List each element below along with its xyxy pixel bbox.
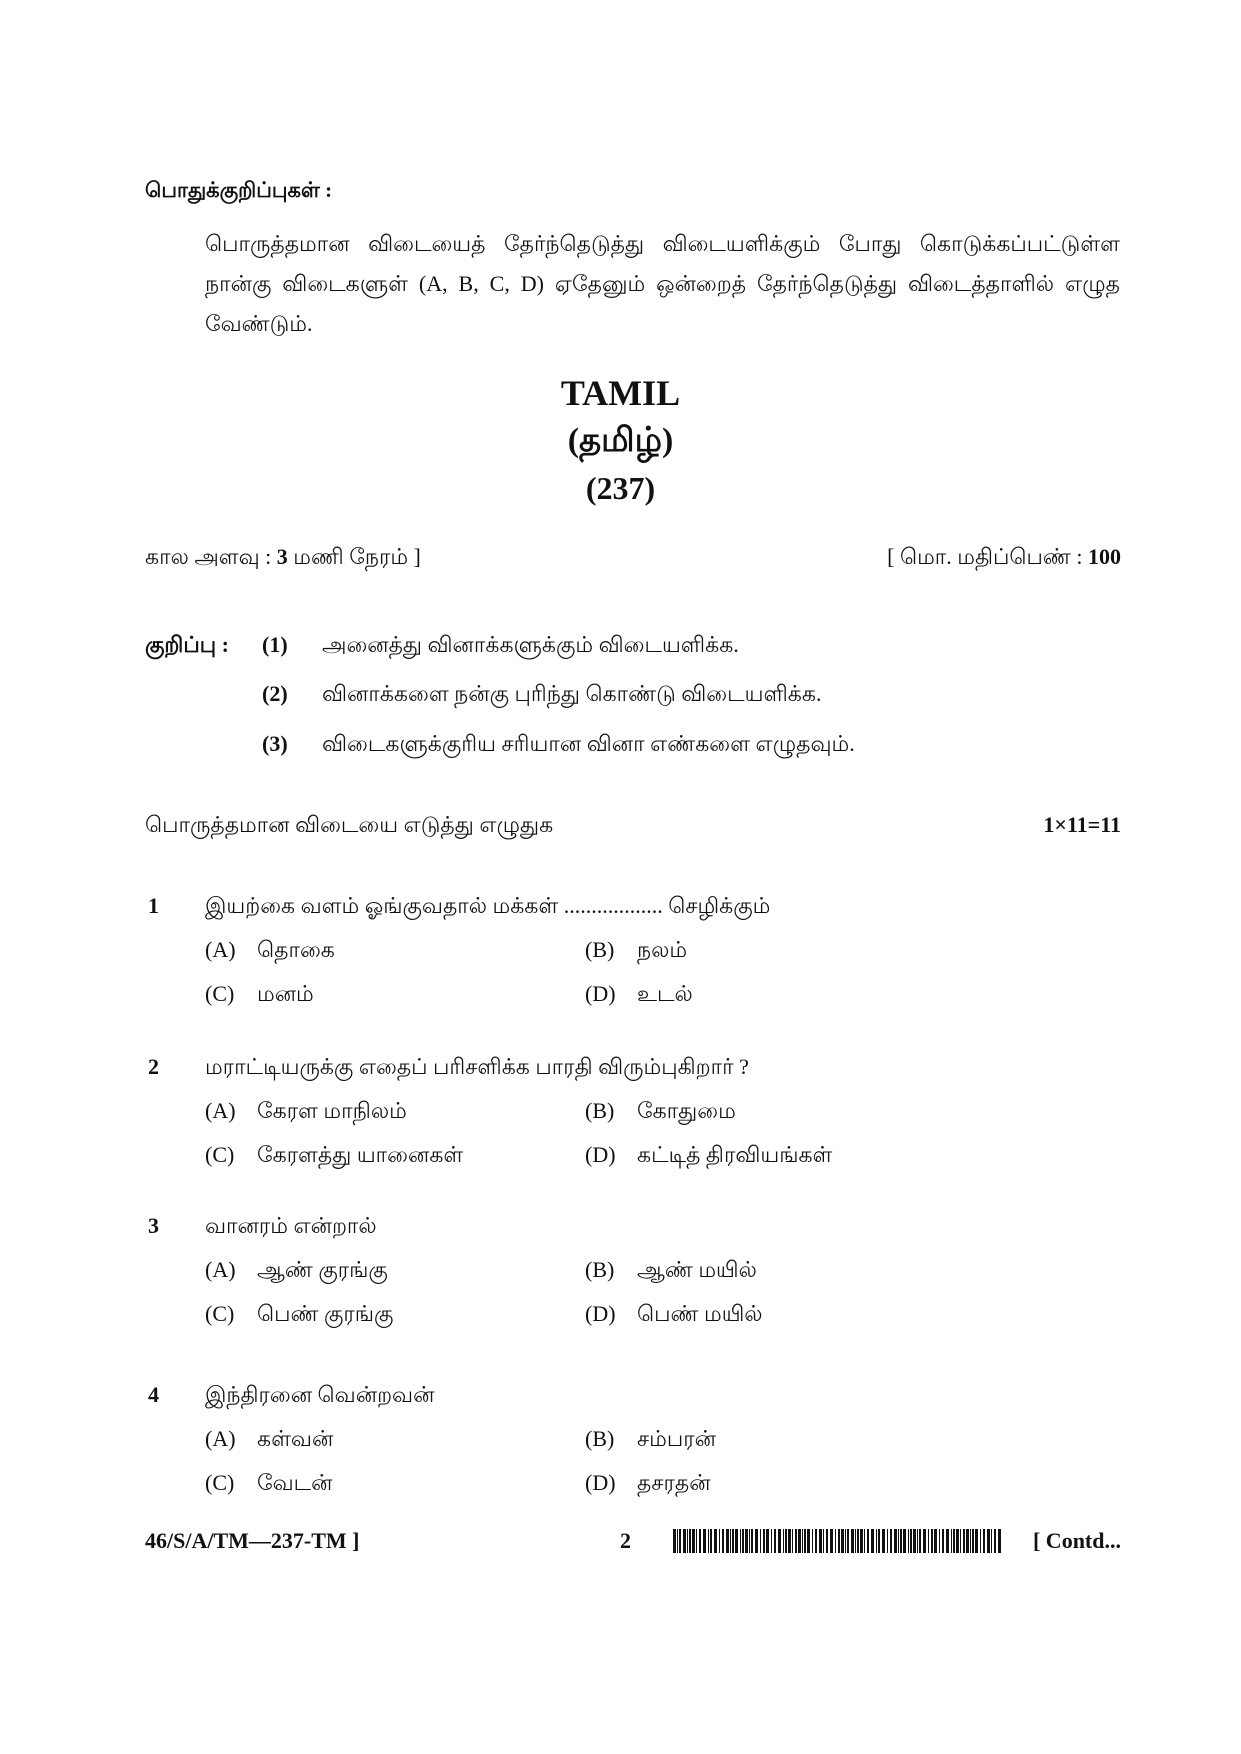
barcode-stripe	[838, 1529, 840, 1553]
barcode-stripe	[783, 1529, 784, 1553]
option-d	[585, 1301, 763, 1330]
barcode-stripe	[928, 1529, 929, 1553]
option-a	[205, 1257, 388, 1286]
barcode-stripe	[703, 1529, 706, 1553]
barcode-stripe	[812, 1529, 813, 1553]
barcode-stripe	[841, 1529, 844, 1553]
barcode-stripe	[798, 1529, 801, 1553]
barcode-stripe	[673, 1529, 676, 1553]
option-label: (A)	[205, 1098, 236, 1123]
barcode-stripe	[815, 1529, 817, 1553]
section-instruction: பொருத்தமான விடையை எடுத்து எழுதுக	[145, 812, 554, 837]
barcode-stripe	[745, 1529, 748, 1553]
barcode-stripe	[987, 1529, 990, 1553]
time-value: 3	[276, 544, 288, 569]
barcode-stripe	[953, 1529, 955, 1553]
option-text: கோதுமை	[637, 1098, 736, 1123]
barcode-stripe	[763, 1529, 765, 1553]
time-label: கால அளவு :	[145, 544, 272, 569]
barcode-stripe	[876, 1529, 877, 1553]
option-b	[585, 1257, 757, 1286]
option-c	[205, 981, 314, 1010]
barcode-stripe	[823, 1529, 824, 1553]
option-text: கட்டித் திரவியங்கள்	[637, 1142, 833, 1167]
option-c	[205, 1301, 393, 1330]
barcode-stripe	[714, 1529, 717, 1553]
barcode-stripe	[887, 1529, 888, 1553]
barcode-stripe	[882, 1529, 885, 1553]
option-text: ஆண் மயில்	[637, 1257, 757, 1282]
barcode-stripe	[970, 1529, 971, 1553]
option-text: நலம்	[637, 937, 688, 962]
page-number: 2	[620, 1528, 631, 1553]
option-label: (D)	[585, 981, 616, 1006]
note-number: (2)	[262, 681, 288, 706]
option-a	[205, 1426, 333, 1455]
option-text: தசரதன்	[637, 1470, 711, 1495]
barcode-stripe	[807, 1529, 810, 1553]
question-text: வானரம் என்றால்	[205, 1213, 377, 1238]
barcode-stripe	[946, 1529, 949, 1553]
option-label: (A)	[205, 1426, 236, 1451]
question-number: 4	[148, 1382, 159, 1407]
barcode-stripe	[900, 1529, 902, 1553]
barcode-stripe	[804, 1529, 806, 1553]
barcode-stripe	[692, 1529, 695, 1553]
option-label: (B)	[585, 1257, 615, 1282]
barcode-stripe	[696, 1529, 697, 1553]
option-text: ஆண் குரங்கு	[257, 1257, 388, 1282]
subject-title: TAMIL	[560, 373, 681, 413]
option-label: (A)	[205, 937, 236, 962]
barcode-stripe	[878, 1529, 880, 1553]
section-score: 1×11=11	[1043, 812, 1121, 837]
barcode-stripe	[722, 1529, 724, 1553]
barcode-stripe	[983, 1529, 985, 1553]
barcode-stripe	[910, 1529, 912, 1553]
barcode-stripe	[730, 1529, 731, 1553]
option-c	[205, 1470, 333, 1499]
barcode-stripe	[956, 1529, 959, 1553]
barcode-stripe	[980, 1529, 981, 1553]
option-label: (C)	[205, 1301, 235, 1326]
barcode-stripe	[732, 1529, 734, 1553]
barcode-stripe	[687, 1529, 688, 1553]
question-text: மராட்டியருக்கு எதைப் பரிசளிக்க பாரதி விரும்புகிறார் ?	[205, 1054, 749, 1079]
barcode-stripe	[699, 1529, 701, 1553]
option-c	[205, 1142, 463, 1171]
barcode-stripe	[845, 1529, 846, 1553]
barcode-stripe	[963, 1529, 965, 1553]
barcode-stripe	[766, 1529, 769, 1553]
barcode-stripe	[760, 1529, 761, 1553]
option-b	[585, 1098, 736, 1127]
barcode-stripe	[919, 1529, 921, 1553]
barcode-stripe	[917, 1529, 918, 1553]
continued-label: [ Contd...	[1032, 1528, 1121, 1553]
barcode-stripe	[726, 1529, 729, 1553]
note-text: விடைகளுக்குரிய சரியான வினா எண்களை எழுதவும்.	[322, 731, 855, 756]
option-a	[205, 1098, 407, 1127]
option-b	[585, 1426, 716, 1455]
option-d	[585, 1470, 711, 1499]
barcode-stripe	[826, 1529, 828, 1553]
option-text: கள்வன்	[257, 1426, 334, 1451]
note-number: (1)	[262, 632, 288, 657]
time-unit: மணி நேரம் ]	[293, 544, 421, 569]
paper-code: 46/S/A/TM—237-TM ]	[145, 1528, 360, 1553]
option-label: (B)	[585, 937, 615, 962]
barcode-stripe	[819, 1529, 822, 1553]
barcode-stripe	[931, 1529, 933, 1553]
barcode-stripe	[830, 1529, 833, 1553]
option-label: (D)	[585, 1470, 616, 1495]
option-text: வேடன்	[257, 1470, 333, 1495]
question-number: 2	[148, 1054, 159, 1079]
barcode-stripe	[867, 1529, 869, 1553]
option-d	[585, 1142, 832, 1171]
barcode-stripe	[994, 1529, 996, 1553]
barcode-stripe	[795, 1529, 797, 1553]
barcode-stripe	[677, 1529, 678, 1553]
option-text: கேரள மாநிலம்	[257, 1098, 407, 1123]
barcode-stripe	[966, 1529, 969, 1553]
barcode-stripe	[913, 1529, 916, 1553]
barcode-stripe	[835, 1529, 836, 1553]
time-allowed	[145, 544, 421, 573]
barcode-stripe	[939, 1529, 940, 1553]
barcode-stripe	[719, 1529, 720, 1553]
barcode-stripe	[710, 1529, 712, 1553]
option-label: (D)	[585, 1142, 616, 1167]
barcode-stripe	[972, 1529, 974, 1553]
barcode-stripe	[735, 1529, 738, 1553]
barcode-stripe	[679, 1529, 681, 1553]
barcode-stripe	[851, 1529, 854, 1553]
barcode-stripe	[740, 1529, 741, 1553]
barcode-stripe	[860, 1529, 863, 1553]
barcode-stripe	[898, 1529, 899, 1553]
marks-value: 100	[1088, 544, 1121, 569]
general-notes-text: பொருத்தமான விடையைத் தேர்ந்தெடுத்து விடையளிக்கும் போது கொடுக்கப்பட்டுள்ள நான்கு விடைகளுள் (A, B, C, D) ஏதேனும் ஒன்றைத் தேர்ந்தெடுத்து விடைத்தாளில் எழுத வேண்டும்.	[205, 231, 1120, 336]
barcode-stripe	[792, 1529, 793, 1553]
barcode-stripe	[894, 1529, 897, 1553]
barcode-stripe	[871, 1529, 874, 1553]
barcode-stripe	[749, 1529, 750, 1553]
option-label: (B)	[585, 1426, 615, 1451]
option-text: உடல்	[637, 981, 693, 1006]
barcode-stripe	[857, 1529, 859, 1553]
barcode-stripe	[847, 1529, 849, 1553]
option-text: பெண் மயில்	[637, 1301, 763, 1326]
barcode-stripe	[755, 1529, 758, 1553]
barcode-stripe	[708, 1529, 709, 1553]
question-number: 1	[148, 893, 159, 918]
barcode-stripe	[751, 1529, 753, 1553]
barcode-stripe	[998, 1529, 1001, 1553]
barcode-stripe	[903, 1529, 906, 1553]
option-label: (C)	[205, 981, 235, 1006]
option-a	[205, 937, 335, 966]
question-text: இந்திரனை வென்றவன்	[205, 1382, 435, 1407]
subject-title-tamil: (தமிழ்)	[567, 422, 674, 459]
barcode-stripe	[774, 1529, 776, 1553]
note-text: அனைத்து வினாக்களுக்கும் விடையளிக்க.	[322, 632, 739, 657]
general-notes-heading: பொதுக்குறிப்புகள் :	[145, 178, 333, 202]
marks-label: [ மொ. மதிப்பெண் :	[887, 544, 1083, 569]
barcode-stripe	[951, 1529, 952, 1553]
barcode-stripe	[942, 1529, 944, 1553]
barcode-stripe	[742, 1529, 744, 1553]
question-number: 3	[148, 1213, 159, 1238]
notes-label: குறிப்பு :	[145, 632, 229, 657]
option-text: மனம்	[257, 981, 314, 1006]
option-text: கேரளத்து யானைகள்	[257, 1142, 464, 1167]
option-label: (A)	[205, 1257, 236, 1282]
subject-code: (237)	[585, 470, 656, 506]
option-label: (C)	[205, 1142, 235, 1167]
question-text: இயற்கை வளம் ஓங்குவதால் மக்கள் .................. செழிக்கும்	[205, 893, 771, 918]
note-text: வினாக்களை நன்கு புரிந்து கொண்டு விடையளிக்க.	[322, 681, 822, 706]
barcode-stripe	[934, 1529, 937, 1553]
barcode-stripe	[855, 1529, 856, 1553]
barcode-stripe	[975, 1529, 978, 1553]
option-text: பெண் குரங்கு	[257, 1301, 394, 1326]
option-text: தொகை	[257, 937, 335, 962]
barcode-stripe	[689, 1529, 691, 1553]
barcode-stripe	[771, 1529, 772, 1553]
option-text: சம்பரன்	[637, 1426, 716, 1451]
option-b	[585, 937, 687, 966]
barcode	[673, 1529, 1003, 1553]
barcode-stripe	[890, 1529, 892, 1553]
maximum-marks	[887, 544, 1121, 573]
note-number: (3)	[262, 731, 288, 756]
barcode-stripe	[960, 1529, 961, 1553]
barcode-stripe	[785, 1529, 787, 1553]
option-label: (D)	[585, 1301, 616, 1326]
barcode-stripe	[788, 1529, 791, 1553]
barcode-stripe	[802, 1529, 803, 1553]
barcode-stripe	[908, 1529, 909, 1553]
barcode-stripe	[923, 1529, 926, 1553]
barcode-stripe	[864, 1529, 865, 1553]
option-label: (C)	[205, 1470, 235, 1495]
option-label: (B)	[585, 1098, 615, 1123]
barcode-stripe	[991, 1529, 992, 1553]
option-d	[585, 981, 693, 1010]
barcode-stripe	[683, 1529, 686, 1553]
barcode-stripe	[778, 1529, 781, 1553]
